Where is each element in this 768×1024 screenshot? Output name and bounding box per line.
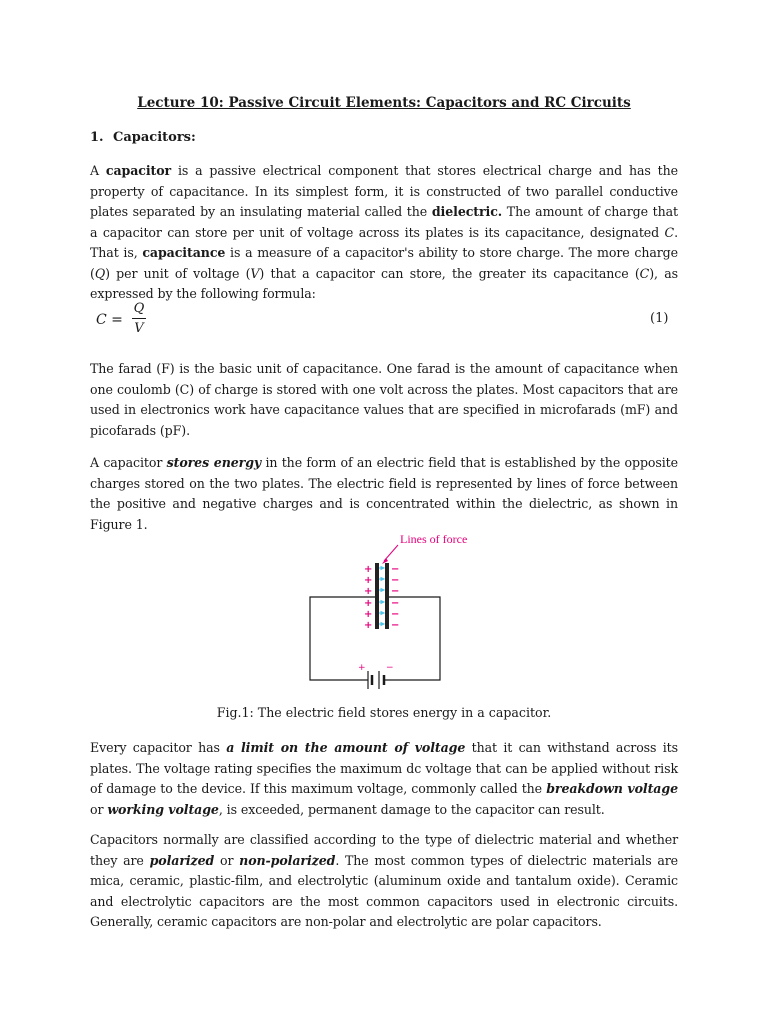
svg-text:−: −: [391, 598, 400, 609]
equation-number: (1): [650, 311, 669, 326]
term-dielectric: dielectric.: [431, 204, 503, 219]
term-polarized: polarized: [149, 852, 215, 868]
formula-denominator: V: [134, 321, 144, 336]
figure-caption: Fig.1: The electric field stores energy in a capacitor.: [216, 705, 552, 720]
battery-minus-sign: −: [386, 663, 394, 673]
svg-text:+: +: [364, 609, 373, 620]
formula-lhs: C =: [96, 312, 123, 328]
formula-numerator: Q: [133, 301, 145, 316]
section-heading: [90, 128, 196, 148]
term-working-voltage: working voltage: [107, 801, 219, 817]
lines-of-force-label: Lines of force: [400, 532, 468, 546]
positive-charges: [364, 564, 372, 631]
battery-plus-sign: +: [358, 663, 366, 673]
svg-text:+: +: [364, 575, 373, 586]
term-capacitance: capacitance: [142, 245, 226, 260]
negative-charges: [391, 564, 399, 631]
battery-symbol: [368, 671, 384, 689]
term-non-polarized: non-polarized: [239, 852, 336, 868]
term-breakdown-voltage: breakdown voltage: [546, 781, 678, 796]
formula-fraction: [132, 300, 146, 337]
svg-text:−: −: [391, 620, 400, 631]
section-title: Capacitors:: [113, 130, 196, 145]
paragraph-voltage-rating: Every capacitor has a limit on the amount of voltage that it can withstand across its plates. The voltage rating specifies the maximum dc voltage that can be applied without risk of damage to the device. If this maximum voltage, commonly called the breakdown voltage or working voltage, is exceeded, permanent damage to the capacitor can result.: [90, 740, 678, 817]
paragraph-farad: The farad (F) is the basic unit of capacitance. One farad is the amount of capacitance when one coulomb (C) of charge is stored with one volt across the plates. Most capacitors that are used in electronics work have capacitance values that are specified in microfarads (mF) and picofarads (pF).: [90, 361, 678, 438]
lecture-title: Lecture 10: Passive Circuit Elements: Capacitors and RC Circuits: [137, 95, 631, 111]
paragraph-stores-energy: A capacitor stores energy in the form of an electric field that is established by the opposite charges stored on the two plates. The electric field is represented by lines of force between the positive and negative charges and is concentrated within the dielectric, as shown in Figure 1.: [90, 455, 678, 532]
svg-text:−: −: [391, 575, 400, 586]
capacitor-plate-positive: [375, 563, 379, 629]
field-lines: [379, 567, 384, 626]
term-stores-energy: stores energy: [166, 455, 262, 470]
svg-text:−: −: [391, 609, 400, 620]
capacitor-plate-negative: [385, 563, 389, 629]
svg-text:−: −: [391, 564, 400, 575]
capacitor-field-figure: [300, 525, 468, 700]
section-number: 1.: [90, 130, 104, 145]
paragraph-capacitor-definition: A capacitor is a passive electrical component that stores electrical charge and has the property of capacitance. In its simplest form, it is constructed of two parallel conductive plates separated by an insulating material called the dielectric. The amount of charge that a capacitor can store per unit of voltage across its plates is its capacitance, designated C. That is, capacitance is a measure of a capacitor's ability to store charge. The more charge (Q) per unit of voltage (V) that a capacitor can store, the greater its capacitance (C), as expressed by the following formula:: [90, 163, 678, 301]
svg-text:+: +: [364, 586, 373, 597]
paragraph-classification: Capacitors normally are classified according to the type of dielectric material and whether they are polarized or non-polarized. The most common types of dielectric materials are mica, ceramic, plastic-film, and electrolytic (aluminum oxide and tantalum oxide). Ceramic and electrolytic capacitors are the most common capacitors used in electronic circuits. Generally, ceramic capacitors are non-polar and electrolytic are polar capacitors.: [90, 832, 679, 929]
term-capacitor: capacitor: [105, 163, 172, 178]
svg-text:−: −: [391, 586, 400, 597]
svg-text:+: +: [364, 598, 373, 609]
svg-text:+: +: [364, 564, 373, 575]
term-voltage-limit: a limit on the amount of voltage: [226, 740, 466, 755]
svg-text:+: +: [364, 620, 373, 631]
